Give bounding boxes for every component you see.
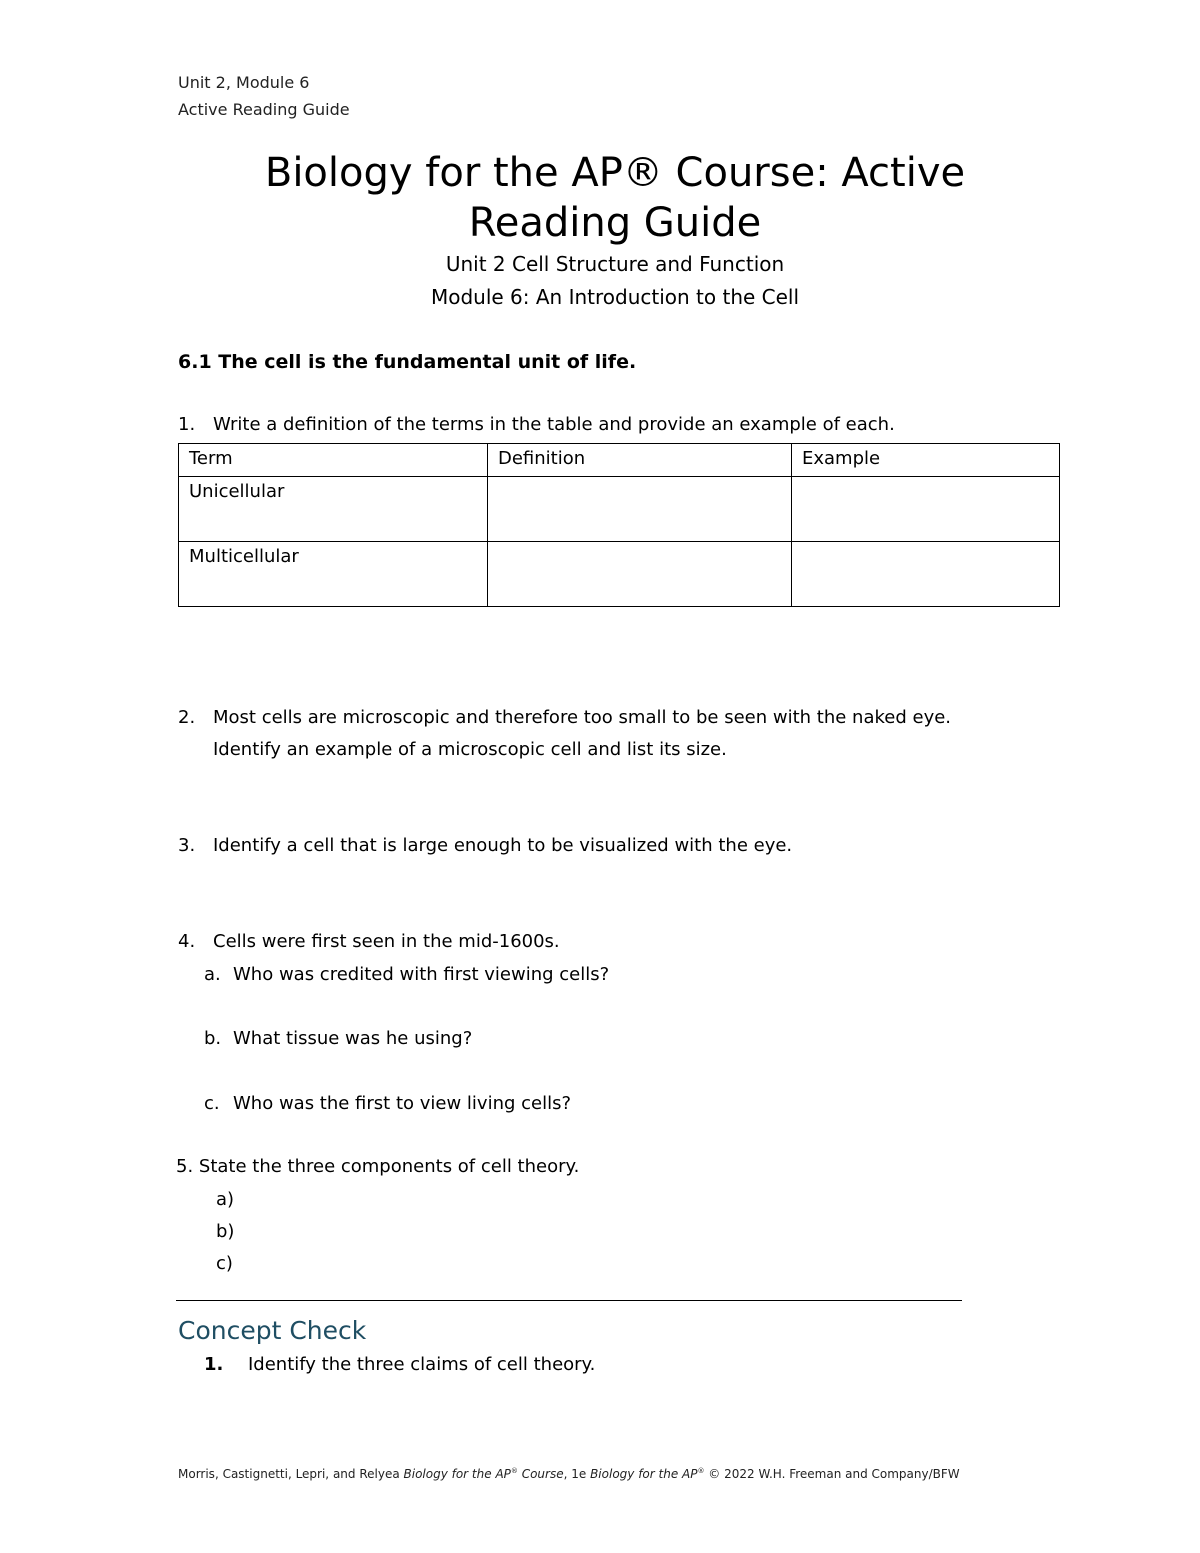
header-guide-label: Active Reading Guide bbox=[178, 100, 350, 119]
example-cell-multicellular[interactable] bbox=[792, 542, 1060, 607]
unit-subtitle: Unit 2 Cell Structure and Function bbox=[445, 252, 785, 276]
question-5-item-b: b) bbox=[216, 1221, 235, 1242]
question-2-text-line-1: Most cells are microscopic and therefore too small to be seen with the naked eye. bbox=[213, 707, 952, 728]
question-4b-label: b. bbox=[204, 1028, 222, 1049]
module-subtitle: Module 6: An Introduction to the Cell bbox=[430, 285, 800, 309]
question-4b-text: What tissue was he using? bbox=[233, 1028, 473, 1049]
terms-table bbox=[178, 443, 1060, 607]
header-unit-module: Unit 2, Module 6 bbox=[178, 73, 310, 92]
definition-cell-multicellular[interactable] bbox=[488, 542, 792, 607]
footer-registered-mark-2: ® bbox=[697, 1467, 705, 1475]
question-3-number: 3. bbox=[178, 835, 196, 856]
question-2-number: 2. bbox=[178, 707, 196, 728]
footer-course-word: Course bbox=[517, 1467, 564, 1481]
definition-cell-unicellular[interactable] bbox=[488, 477, 792, 542]
question-4-text: Cells were first seen in the mid-1600s. bbox=[213, 931, 560, 952]
question-4a-label: a. bbox=[204, 964, 221, 985]
example-cell-unicellular[interactable] bbox=[792, 477, 1060, 542]
footer-authors: Morris, Castignetti, Lepri, and Relyea bbox=[178, 1467, 404, 1481]
footer-book-title-2: Biology for the AP bbox=[590, 1467, 698, 1481]
footer-book-title-1: Biology for the AP bbox=[403, 1467, 511, 1481]
term-cell-multicellular: Multicellular bbox=[179, 542, 488, 607]
question-2-text-line-2: Identify an example of a microscopic cell and list its size. bbox=[213, 739, 727, 760]
question-5-item-c: c) bbox=[216, 1253, 233, 1274]
concept-check-question-1-text: Identify the three claims of cell theory. bbox=[248, 1354, 596, 1375]
question-3-text: Identify a cell that is large enough to be visualized with the eye. bbox=[213, 835, 793, 856]
table-header-row bbox=[179, 444, 1060, 477]
table-row bbox=[179, 477, 1060, 542]
term-cell-unicellular: Unicellular bbox=[179, 477, 488, 542]
table-row bbox=[179, 542, 1060, 607]
page-title-line-2: Reading Guide bbox=[468, 200, 762, 246]
concept-check-heading: Concept Check bbox=[178, 1316, 367, 1345]
page-title-line-1: Biology for the AP® Course: Active bbox=[264, 150, 966, 196]
column-header-term: Term bbox=[179, 444, 488, 477]
question-5-text: 5. State the three components of cell theory. bbox=[176, 1156, 580, 1177]
question-4-number: 4. bbox=[178, 931, 196, 952]
footer-registered-mark-1: ® bbox=[510, 1467, 518, 1475]
question-1-number: 1. bbox=[178, 414, 196, 435]
column-header-definition: Definition bbox=[488, 444, 792, 477]
footer-copyright: © 2022 W.H. Freeman and Company/BFW bbox=[704, 1467, 960, 1481]
footer-edition: , 1e bbox=[563, 1467, 591, 1481]
question-4a-text: Who was credited with first viewing cells? bbox=[233, 964, 610, 985]
column-header-example: Example bbox=[792, 444, 1060, 477]
question-4c-text: Who was the first to view living cells? bbox=[233, 1093, 572, 1114]
question-5-item-a: a) bbox=[216, 1189, 235, 1210]
question-4c-label: c. bbox=[204, 1093, 220, 1114]
section-heading: 6.1 The cell is the fundamental unit of life. bbox=[178, 351, 637, 373]
question-1-text: Write a definition of the terms in the table and provide an example of each. bbox=[213, 414, 895, 435]
page-footer bbox=[178, 1467, 960, 1481]
concept-check-question-1-number: 1. bbox=[204, 1354, 224, 1375]
section-divider bbox=[176, 1300, 962, 1301]
